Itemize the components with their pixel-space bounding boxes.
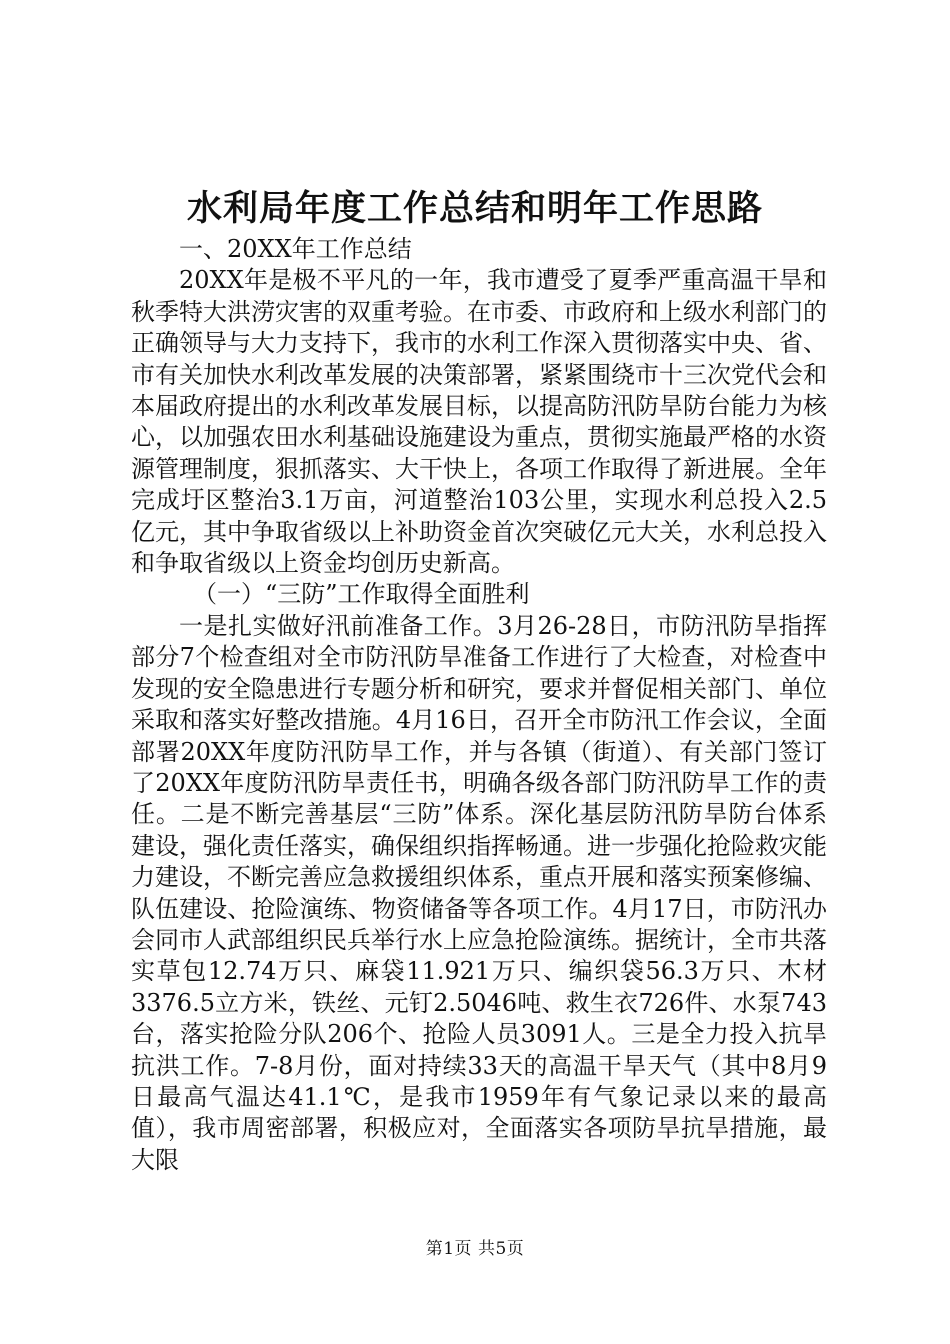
document-body	[131, 234, 827, 1176]
paragraph-summary: 20XX年是极不平凡的一年，我市遭受了夏季严重高温干旱和秋季特大洪涝灾害的双重考验。在市委、市政府和上级水利部门的正确领导与大力支持下，我市的水利工作深入贯彻落实中央、省、市有关加快水利改革发展的决策部署，紧紧围绕市十三次党代会和本届政府提出的水利改革发展目标，以提高防汛防旱防台能力为核心，以加强农田水利基础设施建设为重点，贯彻实施最严格的水资源管理制度，狠抓落实、大干快上，各项工作取得了新进展。全年完成圩区整治3.1万亩，河道整治103公里，实现水利总投入2.5亿元，其中争取省级以上补助资金首次突破亿元大关，水利总投入和争取省级以上资金均创历史新高。	[131, 266, 827, 578]
paragraph-three-prevention: 一是扎实做好汛前准备工作。3月26-28日，市防汛防旱指挥部分7个检查组对全市防汛防旱准备工作进行了大检查，对检查中发现的安全隐患进行专题分析和研究，要求并督促相关部门、单位采取和落实好整改措施。4月16日，召开全市防汛工作会议，全面部署20XX年度防汛防旱工作，并与各镇（街道）、有关部门签订了20XX年度防汛防旱责任书，明确各级各部门防汛防旱工作的责任。二是不断完善基层“三防”体系。深化基层防汛防旱防台体系建设，强化责任落实，确保组织指挥畅通。进一步强化抢险救灾能力建设，不断完善应急救援组织体系，重点开展和落实预案修编、队伍建设、抢险演练、物资储备等各项工作。4月17日，市防汛办会同市人武部组织民兵举行水上应急抢险演练。据统计，全市共落实草包12.74万只、麻袋11.921万只、编织袋56.3万只、木材3376.5立方米，铁丝、元钉2.5046吨、救生衣726件、水泵743台，落实抢险分队206个、抢险人员3091人。三是全力投入抗旱抗洪工作。7-8月份，面对持续33天的高温干旱天气（其中8月9日最高气温达41.1℃，是我市1959年有气象记录以来的最高值），我市周密部署，积极应对，全面落实各项防旱抗旱措施，最大限	[131, 611, 827, 1174]
document-title: 水利局年度工作总结和明年工作思路	[186, 188, 763, 229]
page-footer: 第1页 共5页	[425, 1239, 525, 1259]
subsection-heading: （一）“三防”工作取得全面胜利	[193, 580, 530, 609]
section-heading: 一、20XX年工作总结	[179, 235, 412, 263]
